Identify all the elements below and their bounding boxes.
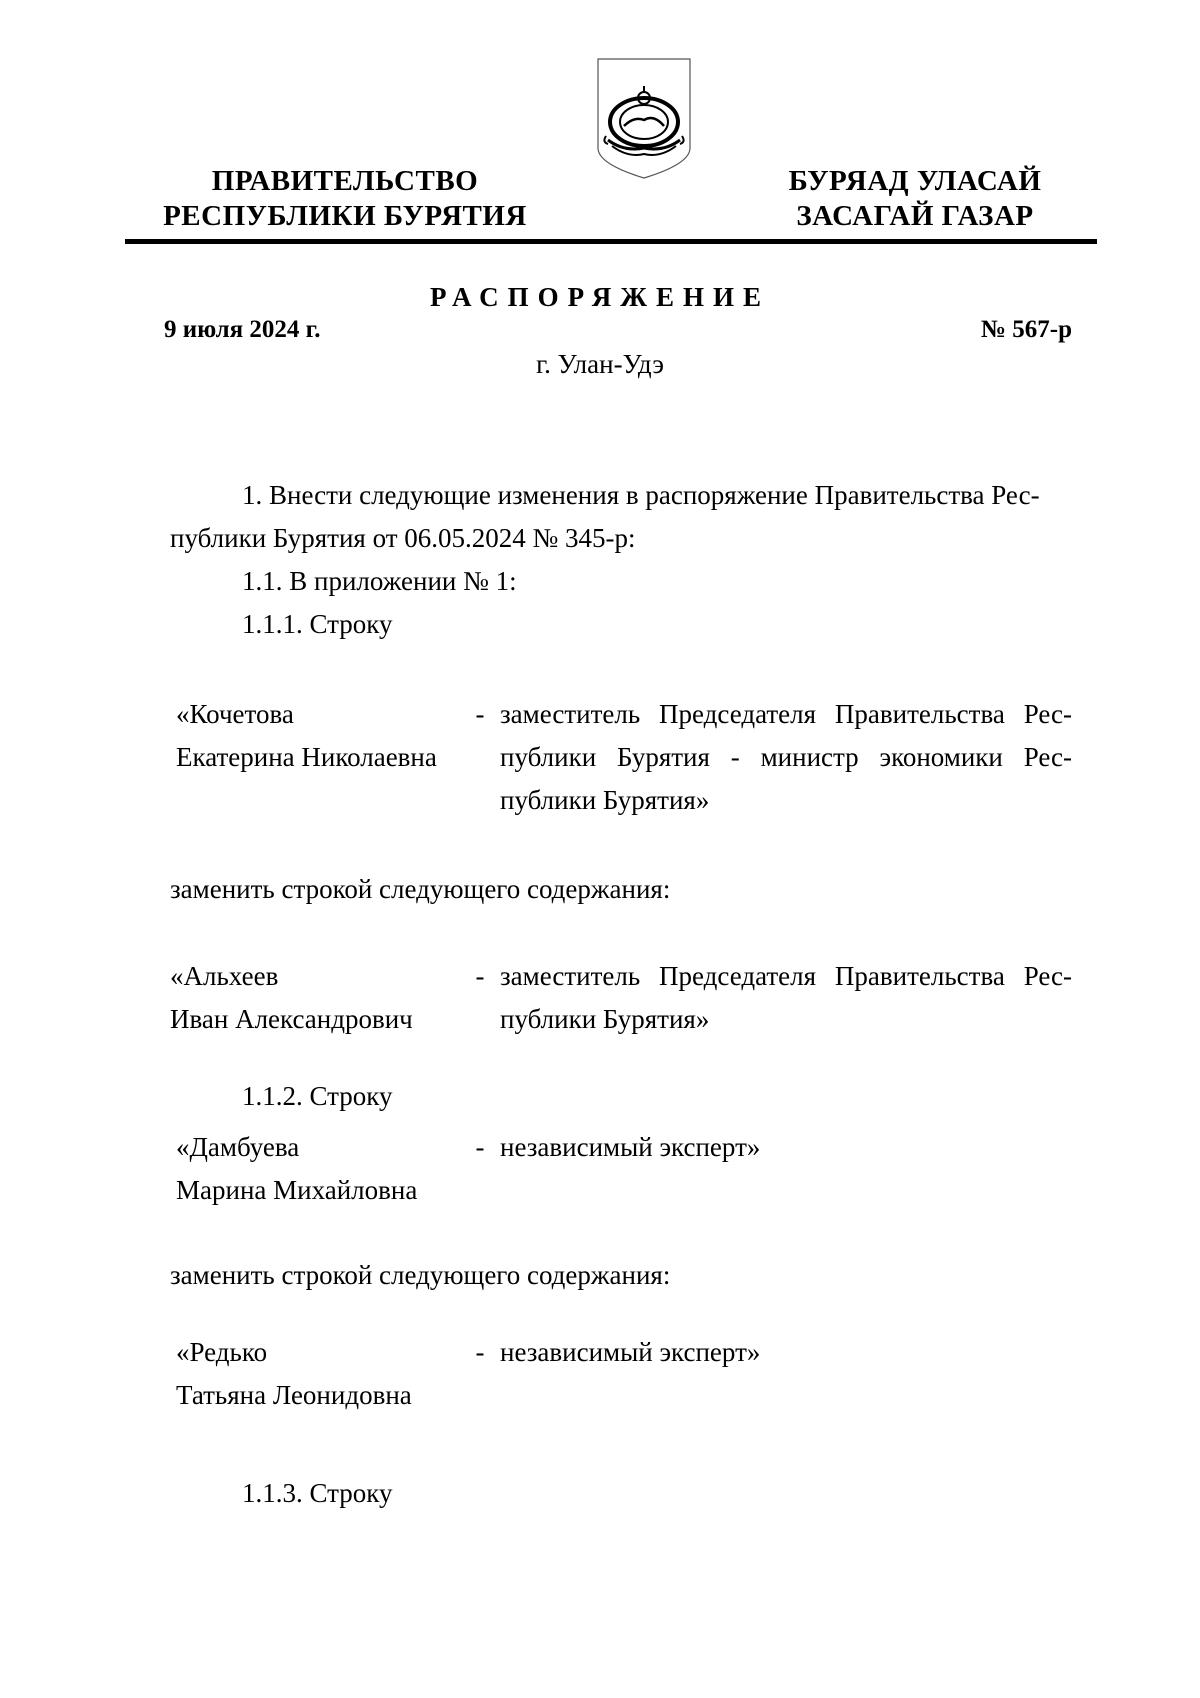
entry-position <box>500 693 1072 822</box>
paragraph-1-1: 1.1. В приложении № 1: <box>242 566 517 596</box>
government-name-buryat <box>770 164 1060 234</box>
entry-surname: «Альхеев <box>170 961 279 991</box>
coat-of-arms-icon <box>594 56 694 182</box>
government-name-buryat-line2: ЗАСАГАЙ ГАЗАР <box>796 200 1034 232</box>
replace-instruction: заменить строкой следующего содержания: <box>170 1260 671 1290</box>
entry-dash: - <box>475 1132 485 1162</box>
entry-position-line: независимый эксперт» <box>500 1337 761 1367</box>
government-name-buryat-line1: БУРЯАД УЛАСАЙ <box>788 165 1042 197</box>
entry-position-line: заместитель Председателя Правительства Рес- <box>500 961 1072 991</box>
paragraph-1-line2: публики Бурятия от 06.05.2024 № 345-р: <box>170 523 636 553</box>
entry-surname: «Дамбуева <box>176 1132 300 1162</box>
paragraph-1-1-1: 1.1.1. Строку <box>242 609 393 639</box>
government-name-russian <box>155 164 535 234</box>
header-rule <box>125 239 1097 244</box>
entry-names: Марина Михайловна <box>176 1175 418 1205</box>
entry-dash: - <box>475 1337 485 1367</box>
government-name-line2: РЕСПУБЛИКИ БУРЯТИЯ <box>163 200 527 232</box>
entry-position <box>500 955 1072 1041</box>
entry-names: Иван Александрович <box>170 1004 413 1034</box>
entry-position-line: независимый эксперт» <box>500 1132 761 1162</box>
paragraph-1-1-2: 1.1.2. Строку <box>242 1081 393 1111</box>
document-title: РАСПОРЯЖЕНИЕ <box>429 282 771 312</box>
document-date: 9 июля 2024 г. <box>164 316 321 343</box>
entry-surname: «Редько <box>176 1337 268 1367</box>
entry-surname: «Кочетова <box>176 699 294 729</box>
entry-names: Екатерина Николаевна <box>176 742 437 772</box>
entry-dash: - <box>475 699 485 729</box>
entry-position-line: заместитель Председателя Правительства Рес- <box>500 699 1072 729</box>
paragraph-1-1-3: 1.1.3. Строку <box>242 1478 393 1508</box>
entry-names: Татьяна Леонидовна <box>176 1380 412 1410</box>
government-name-line1: ПРАВИТЕЛЬСТВО <box>211 165 479 197</box>
entry-dash: - <box>475 961 485 991</box>
entry-position-line: публики Бурятия» <box>500 785 710 815</box>
paragraph-1 <box>170 474 1072 646</box>
paragraph-1-line1: 1. Внести следующие изменения в распоряжение Правительства Рес- <box>242 480 1040 510</box>
entry-position-line: публики Бурятия - министр экономики Рес- <box>500 742 1072 772</box>
document-city: г. Улан-Удэ <box>536 349 664 379</box>
entry-position-line: публики Бурятия» <box>500 1004 710 1034</box>
document-number: № 567-р <box>980 316 1072 343</box>
replace-instruction: заменить строкой следующего содержания: <box>170 874 671 904</box>
